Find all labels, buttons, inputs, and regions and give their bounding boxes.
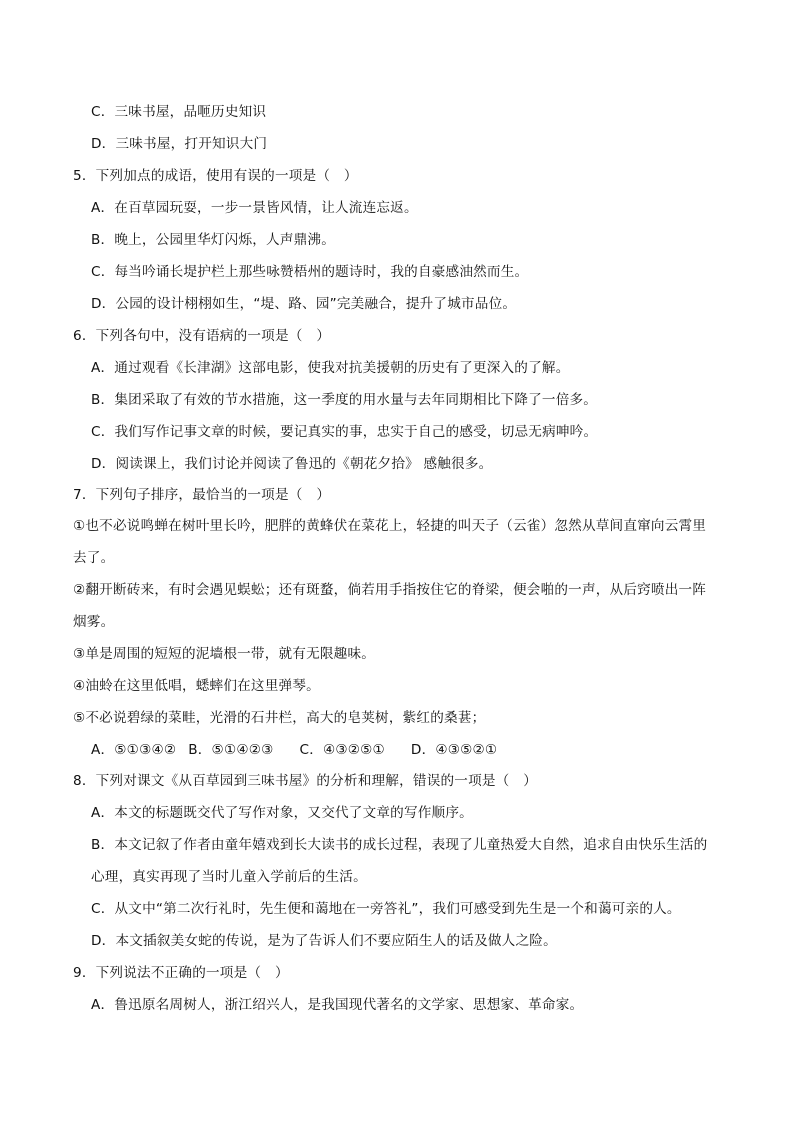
- q9-stem: 9．下列说法不正确的一项是（ ）: [73, 965, 289, 981]
- q7-option-d: D．④③⑤②①: [410, 742, 498, 758]
- q7-sentence-2: ②翻开断砖来，有时会遇见蜈蚣；还有斑蝥，倘若用手指按住它的脊梁，便会啪的一声，从后窍喷出一阵: [73, 582, 707, 598]
- q5-option-b: B．晚上，公园里华灯闪烁，人声鼎沸。: [91, 232, 336, 248]
- q5-option-d: D．公园的设计栩栩如生，“堤、路、园”完美融合，提升了城市品位。: [91, 296, 517, 312]
- q7-sentence-2-continued: 烟雾。: [73, 614, 115, 630]
- q7-sentence-5: ⑤不必说碧绿的菜畦，光滑的石井栏，高大的皂荚树，紫红的桑葚；: [73, 710, 486, 726]
- q7-options-row: [91, 740, 509, 760]
- q5-stem: 5．下列加点的成语，使用有误的一项是（ ）: [73, 168, 358, 184]
- q7-sentence-4: ④油蛉在这里低唱，蟋蟀们在这里弹琴。: [73, 678, 320, 694]
- q6-stem: 6．下列各句中，没有语病的一项是（ ）: [73, 328, 331, 344]
- q8-option-c: C．从文中“第二次行礼时，先生便和蔼地在一旁答礼”，我们可感受到先生是一个和蔼可亲的人。: [91, 901, 681, 917]
- q7-stem: 7．下列句子排序，最恰当的一项是（ ）: [73, 487, 331, 503]
- q6-option-c: C．我们写作记事文章的时候，要记真实的事，忠实于自己的感受，切忌无病呻吟。: [91, 424, 598, 440]
- q8-stem: 8．下列对课文《从百草园到三味书屋》的分析和理解，错误的一项是（ ）: [73, 773, 538, 789]
- q8-option-a: A．本文的标题既交代了写作对象，又交代了文章的写作顺序。: [91, 805, 473, 821]
- q6-option-b: B．集团采取了有效的节水措施，这一季度的用水量与去年同期相比下降了一倍多。: [91, 392, 598, 408]
- q8-option-b: B．本文记叙了作者由童年嬉戏到长大读书的成长过程，表现了儿童热爱大自然，追求自由快乐生活的: [91, 837, 708, 853]
- q4-option-c: C．三味书屋，品咂历史知识: [91, 104, 267, 120]
- q7-option-c: C．④③②⑤①: [299, 742, 385, 758]
- q7-sentence-1-continued: 去了。: [73, 550, 115, 566]
- q5-option-c: C．每当吟诵长堤护栏上那些咏赞梧州的题诗时，我的自豪感油然而生。: [91, 264, 529, 280]
- q7-option-b: B．⑤①④②③: [188, 742, 274, 758]
- q7-option-a: A．⑤①③④②: [91, 742, 177, 758]
- q8-option-b-continued: 心理，真实再现了当时儿童入学前后的生活。: [91, 869, 367, 885]
- q5-option-a: A．在百草园玩耍，一步一景皆风情，让人流连忘返。: [91, 200, 418, 216]
- q9-option-a: A．鲁迅原名周树人，浙江绍兴人，是我国现代著名的文学家、思想家、革命家。: [91, 997, 584, 1013]
- q7-sentence-1: ①也不必说鸣蝉在树叶里长吟，肥胖的黄蜂伏在菜花上，轻捷的叫天子（云雀）忽然从草间直窜向云霄里: [73, 518, 707, 534]
- q8-option-d: D．本文插叙美女蛇的传说，是为了告诉人们不要应陌生人的话及做人之险。: [91, 933, 557, 949]
- q4-option-d: D．三味书屋，打开知识大门: [91, 136, 268, 152]
- q6-option-a: A．通过观看《长津湖》这部电影，使我对抗美援朝的历史有了更深入的了解。: [91, 360, 570, 376]
- q6-option-d: D．阅读课上，我们讨论并阅读了鲁迅的《朝花夕拾》 感触很多。: [91, 456, 493, 472]
- q7-sentence-3: ③单是周围的短短的泥墙根一带，就有无限趣味。: [73, 646, 376, 662]
